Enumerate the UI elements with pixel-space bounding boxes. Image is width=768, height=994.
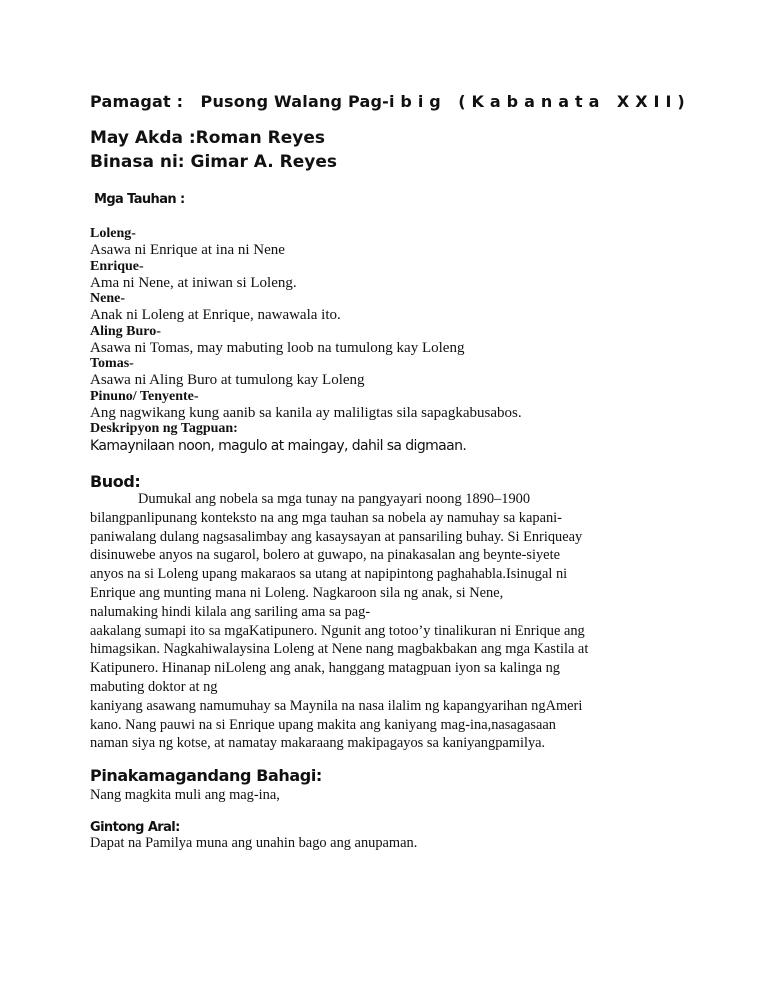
- lesson-text: Dapat na Pamilya muna ang unahin bago ang anupaman.: [90, 835, 418, 851]
- summary-line: kano. Nang pauwi na si Enrique upang makita ang kaniyang mag-ina,nasagasaan: [90, 716, 556, 733]
- summary-line: kaniyang asawang namumuhay sa Maynila na nasa ilalim ng kapangyarihan ngAmeri: [90, 697, 583, 714]
- summary-line: Katipunero. Hinanap niLoleng ang anak, hanggang matagpuan iyon sa kalinga ng: [90, 660, 560, 677]
- setting-text: Kamaynilaan noon, magulo at maingay, dahil sa digmaan.: [90, 438, 467, 454]
- summary-line: anyos na si Loleng upang makaraos sa utang at napipintong paghahabla.Isinugal ni: [90, 566, 568, 583]
- character-description: Asawa ni Enrique at ina ni Nene: [90, 242, 285, 258]
- character-description: Anak ni Loleng at Enrique, nawawala ito.: [90, 307, 341, 323]
- summary-line: naman siya ng kotse, at namatay makaraang makipagayos sa kaniyangpamilya.: [90, 735, 546, 752]
- setting-label: Deskripyon ng Tagpuan:: [90, 421, 238, 436]
- characters-label: Mga Tauhan :: [94, 192, 185, 207]
- character-name: Loleng-: [90, 226, 136, 241]
- character-name: Pinuno/ Tenyente-: [90, 388, 199, 404]
- summary-line: Dumukal ang nobela sa mga tunay na pangyayari noong 1890–1900: [138, 491, 531, 507]
- summary-line: bilangpanlipunang konteksto na ang mga tauhan sa nobela ay namuhay sa kapani-: [90, 509, 562, 526]
- characters-list: [90, 226, 730, 455]
- reader-line: Binasa ni: Gimar A. Reyes: [90, 152, 337, 172]
- summary-line: mabuting doktor at ng: [90, 678, 218, 695]
- character-description: Asawa ni Aling Buro at tumulong kay Loleng: [90, 372, 365, 388]
- character-name: Enrique-: [90, 258, 144, 274]
- character-name: Nene-: [90, 291, 125, 306]
- character-name: Tomas-: [90, 356, 134, 371]
- summary-line: disinuwebe anyos na sugarol, bolero at guwapo, na pinakasalan ang beynte-siyete: [90, 547, 560, 564]
- summary-heading: Buod:: [90, 472, 141, 491]
- summary-line: paniwalang dulang nagsasalimbay ang kasaysayan at pansariling buhay. Si Enriqueay: [90, 528, 583, 545]
- best-part-text: Nang magkita muli ang mag-ina,: [90, 787, 280, 803]
- character-description: Ama ni Nene, at iniwan si Loleng.: [90, 274, 297, 291]
- summary-line: aakalang sumapi ito sa mgaKatipunero. Ngunit ang totoo’y tinalikuran ni Enrique ang: [90, 622, 585, 639]
- summary-body: [90, 490, 690, 753]
- summary-line: Enrique ang munting mana ni Loleng. Nagkaroon sila ng anak, si Nene,: [90, 584, 504, 601]
- best-part-heading: Pinakamagandang Bahagi:: [90, 766, 322, 785]
- character-name: Aling Buro-: [90, 323, 161, 339]
- summary-line: nalumaking hindi kilala ang sariling ama sa pag-: [90, 603, 371, 620]
- lesson-heading: Gintong Aral:: [90, 820, 180, 835]
- document-title: Pamagat : Pusong Walang Pag-i b i g ( K a b a n a t a X X I I ): [90, 92, 685, 111]
- summary-line: himagsikan. Nagkahiwalaysina Loleng at Nene nang magbakbakan ang mga Kastila at: [90, 641, 589, 658]
- character-description: Asawa ni Tomas, may mabuting loob na tumulong kay Loleng: [90, 339, 465, 356]
- author-line: May Akda :Roman Reyes: [90, 128, 326, 148]
- character-description: Ang nagwikang kung aanib sa kanila ay maliligtas sila sapagkabusabos.: [90, 404, 522, 421]
